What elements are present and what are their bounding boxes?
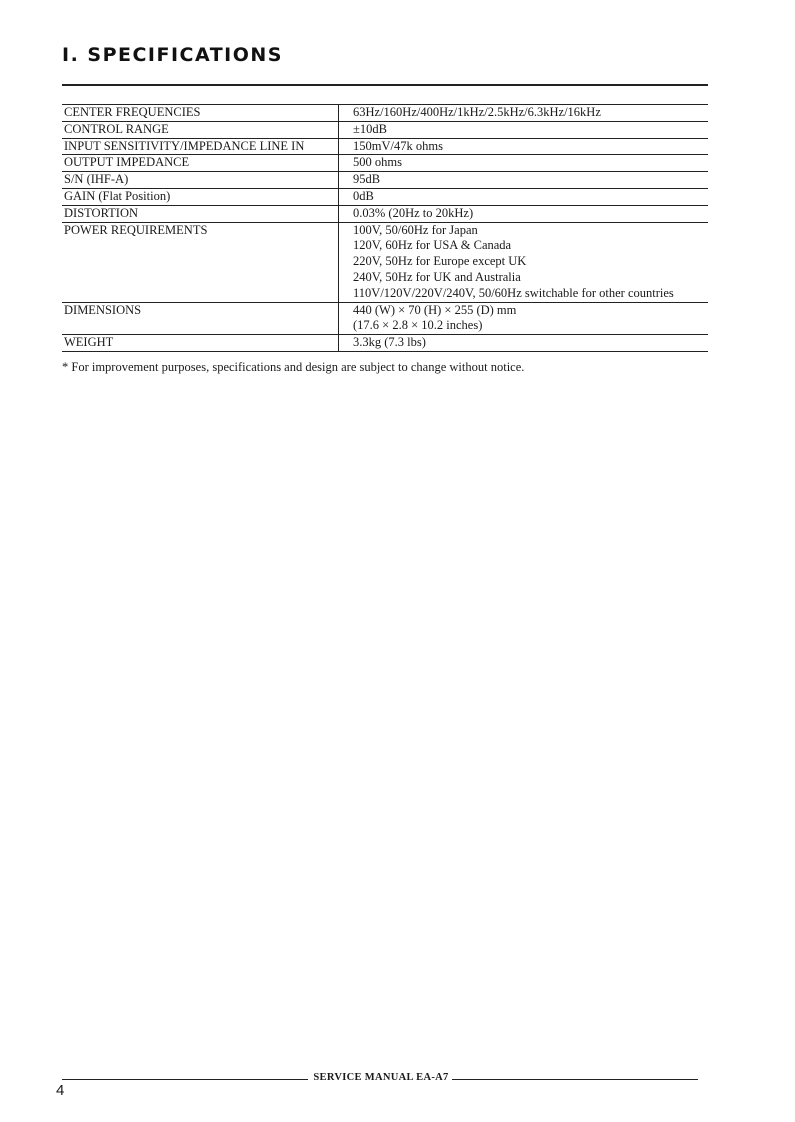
spec-label: GAIN (Flat Position) xyxy=(64,188,171,203)
spec-row xyxy=(62,155,708,172)
spec-row xyxy=(62,121,708,138)
spec-value xyxy=(339,172,709,189)
spec-value-line: 63Hz/160Hz/400Hz/1kHz/2.5kHz/6.3kHz/16kHz xyxy=(353,105,601,119)
spec-row xyxy=(62,105,708,122)
spec-value-line: 500 ohms xyxy=(353,155,402,170)
spec-value xyxy=(339,335,709,352)
spec-value-line: 110V/120V/220V/240V, 50/60Hz switchable for other countries xyxy=(353,285,674,300)
spec-row xyxy=(62,188,708,205)
title-rule xyxy=(62,84,708,86)
footer-rule-right xyxy=(452,1079,698,1080)
spec-value-line: (17.6 × 2.8 × 10.2 inches) xyxy=(353,318,483,333)
specifications-table xyxy=(62,104,708,352)
footer-rule-left xyxy=(62,1079,308,1080)
spec-value-line: ±10dB xyxy=(353,121,387,136)
spec-label: CONTROL RANGE xyxy=(64,121,169,136)
page-number: 4 xyxy=(56,1082,65,1099)
spec-value-line: 440 (W) × 70 (H) × 255 (D) mm xyxy=(353,302,517,317)
spec-label: WEIGHT xyxy=(64,335,114,350)
spec-value-line: 95dB xyxy=(353,172,381,187)
spec-value-line: 0.03% (20Hz to 20kHz) xyxy=(353,205,474,220)
spec-value-line: 220V, 50Hz for Europe except UK xyxy=(353,254,527,269)
spec-value-line: 120V, 60Hz for USA & Canada xyxy=(353,238,512,253)
specifications-table-body xyxy=(62,105,708,352)
footnote: * For improvement purposes, specifications and design are subject to change without notice. xyxy=(62,360,525,374)
spec-label: DISTORTION xyxy=(64,205,139,220)
spec-row xyxy=(62,172,708,189)
spec-label: S/N (IHF-A) xyxy=(64,172,129,187)
spec-value xyxy=(339,188,709,205)
spec-label: POWER REQUIREMENTS xyxy=(64,222,208,237)
spec-value-line: 150mV/47k ohms xyxy=(353,138,443,153)
spec-value-line: 100V, 50/60Hz for Japan xyxy=(353,222,478,237)
footer-manual-title: SERVICE MANUAL EA-A7 xyxy=(313,1072,449,1083)
spec-value-line: 0dB xyxy=(353,188,374,203)
spec-value-line: 240V, 50Hz for UK and Australia xyxy=(353,269,521,284)
spec-label: INPUT SENSITIVITY/IMPEDANCE LINE IN xyxy=(64,138,305,153)
spec-value xyxy=(339,222,709,302)
spec-label: DIMENSIONS xyxy=(64,302,142,317)
spec-row xyxy=(62,138,708,155)
spec-row xyxy=(62,302,708,335)
spec-value xyxy=(339,105,709,122)
spec-row xyxy=(62,335,708,352)
spec-value-line: 3.3kg (7.3 lbs) xyxy=(353,335,426,350)
spec-row xyxy=(62,205,708,222)
spec-row xyxy=(62,222,708,302)
spec-value xyxy=(339,205,709,222)
spec-label: OUTPUT IMPEDANCE xyxy=(64,155,190,170)
section-title: I. SPECIFICATIONS xyxy=(62,44,283,66)
spec-value xyxy=(339,138,709,155)
spec-value xyxy=(339,155,709,172)
spec-value xyxy=(339,302,709,335)
spec-label: CENTER FREQUENCIES xyxy=(64,105,201,119)
spec-value xyxy=(339,121,709,138)
